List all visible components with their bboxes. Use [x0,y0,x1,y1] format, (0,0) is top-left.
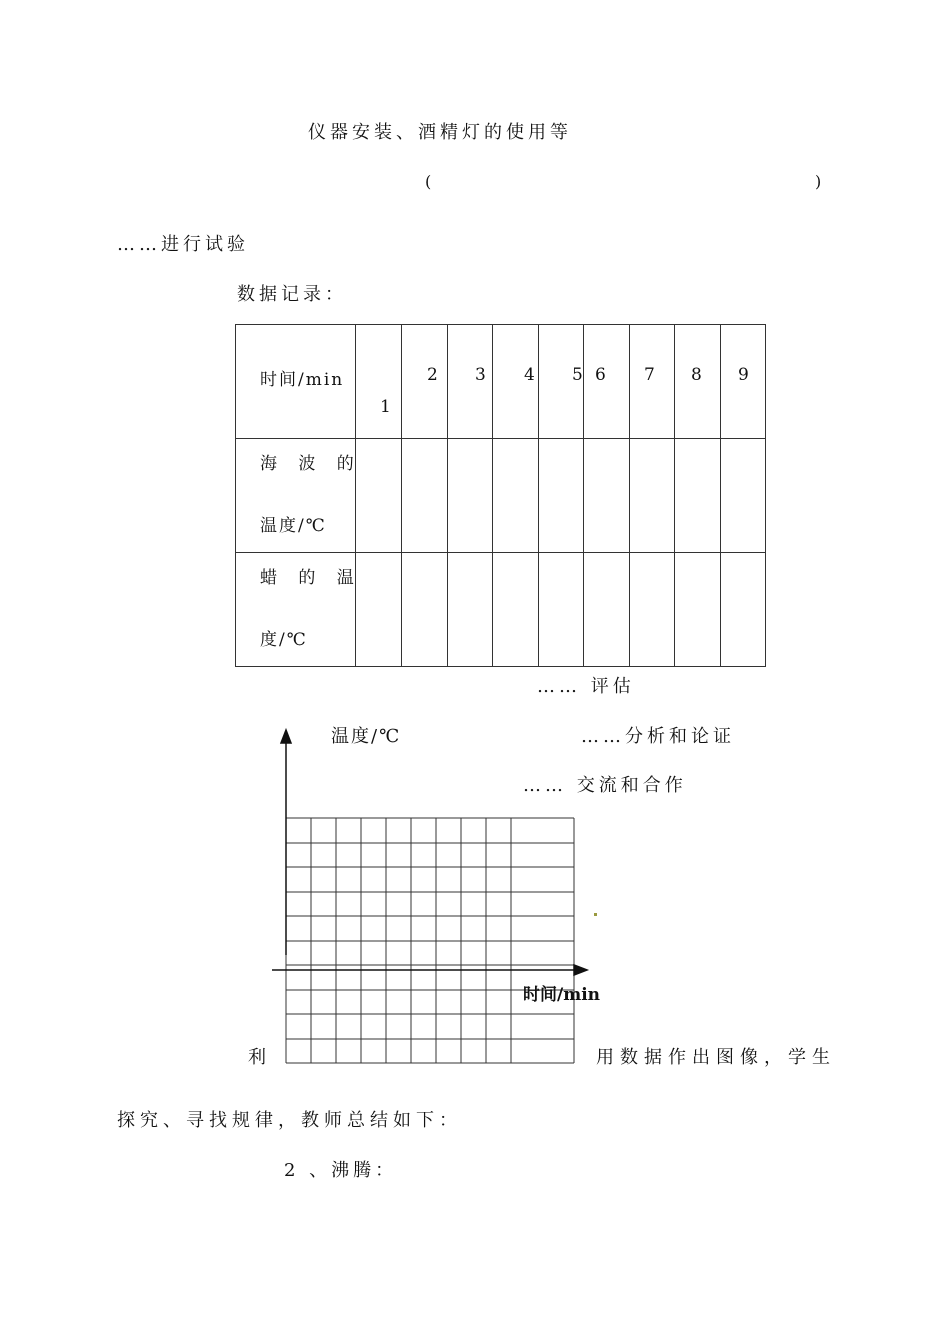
row-label-line1: 海 波 的 [260,454,362,474]
time-header: 时间/min [260,370,345,390]
column-number: 7 [644,365,655,385]
data-record-label: 数据记录： [237,284,347,305]
paragraph-line2: 探究、寻找规律，教师总结如下： [117,1110,462,1131]
y-axis-arrow-icon [281,730,291,743]
communicate-step: …… 交流和合作 [523,775,687,796]
x-axis-arrow-icon [574,965,587,975]
paren-open: ( [425,172,432,191]
paren-close: ) [815,172,822,191]
column-number: 1 [380,397,391,417]
row-label-line1: 蜡 的 温 [260,568,362,588]
stray-dot [594,913,597,916]
column-number: 8 [691,365,702,385]
experiment-line: ……进行试验 [117,234,249,255]
paragraph-right-text: 用数据作出图像，学生 [596,1047,836,1068]
analyze-step: ……分析和论证 [581,726,735,747]
graph-grid [260,725,600,1070]
column-number: 6 [595,365,606,385]
column-number: 3 [475,365,486,385]
column-number: 5 [572,365,583,385]
table-row [236,439,766,553]
equipment-line: 仪器安装、酒精灯的使用等 [308,122,572,143]
column-number: 4 [524,365,535,385]
section-heading: 2 、沸腾： [284,1160,398,1181]
paragraph-left-word: 利 [248,1047,270,1068]
column-number: 2 [427,365,438,385]
row-label-line2: 温度/℃ [260,516,327,536]
header-row [236,325,766,439]
y-axis-label: 温度/℃ [331,726,402,747]
x-axis-label: 时间/min [523,985,601,1005]
evaluate-step: …… 评估 [537,676,635,697]
column-number: 9 [738,365,749,385]
table-row [236,553,766,667]
row-label-line2: 度/℃ [260,630,308,650]
data-table [235,324,766,667]
